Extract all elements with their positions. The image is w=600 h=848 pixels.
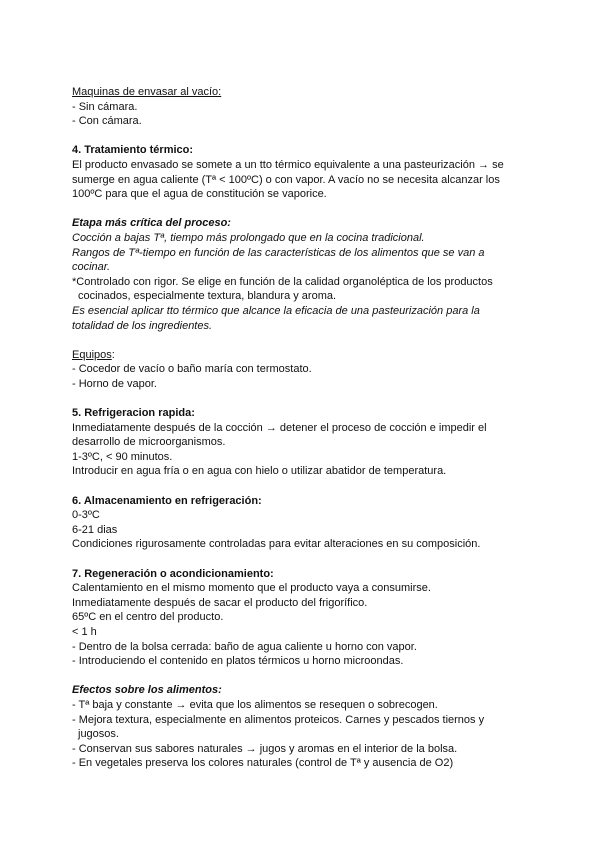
paragraph-line: 65ºC en el centro del producto. bbox=[72, 611, 224, 624]
paragraph-line: Calentamiento en el mismo momento que el producto vaya a consumirse. bbox=[72, 582, 431, 595]
section-efectos bbox=[72, 683, 532, 771]
paragraph-line: Cocción a bajas Tª, tiempo más prolongado que en la cocina tradicional. bbox=[72, 231, 425, 244]
paragraph-line: cocinados, especialmente textura, blandura y aroma. bbox=[78, 290, 337, 303]
etapa-heading: Etapa más crítica del proceso: bbox=[72, 217, 231, 230]
list-item: - Tª baja y constante → evita que los alimentos se resequen o sobrecogen. bbox=[72, 698, 438, 711]
equipos-heading-line bbox=[72, 348, 532, 363]
paragraph-line: Introducir en agua fría o en agua con hielo o utilizar abatidor de temperatura. bbox=[72, 465, 447, 478]
paragraph-line: Inmediatamente después de la cocción → detener el proceso de cocción e impedir el bbox=[72, 421, 487, 434]
section-tratamiento bbox=[72, 143, 532, 201]
list-item: - Cocedor de vacío o baño maría con termostato. bbox=[72, 363, 312, 376]
efectos-heading: Efectos sobre los alimentos: bbox=[72, 684, 222, 697]
paragraph-line: El producto envasado se somete a un tto térmico equivalente a una pasteurización → se bbox=[72, 158, 504, 171]
paragraph-line: 6-21 dias bbox=[72, 523, 118, 536]
paragraph-line: Es esencial aplicar tto térmico que alcance la eficacia de una pasteurización para la bbox=[72, 304, 480, 317]
equipos-heading: Equipos bbox=[72, 348, 112, 361]
paragraph-line: cocinar. bbox=[72, 261, 111, 274]
refrigeracion-heading: 5. Refrigeracion rapida: bbox=[72, 407, 195, 420]
paragraph-line: 100ºC para que el agua de constitución se vaporice. bbox=[72, 188, 327, 201]
regeneracion-heading: 7. Regeneración o acondicionamiento: bbox=[72, 567, 274, 580]
list-item: - Sin cámara. bbox=[72, 100, 138, 113]
maquinas-heading: Maquinas de envasar al vacío: bbox=[72, 86, 222, 98]
section-etapa bbox=[72, 216, 532, 333]
paragraph-line: *Controlado con rigor. Se elige en función de la calidad organoléptica de los productos bbox=[72, 275, 493, 288]
section-refrigeracion bbox=[72, 406, 532, 479]
section-maquinas bbox=[72, 85, 532, 129]
equipos-colon: : bbox=[111, 348, 115, 361]
section-regeneracion bbox=[72, 567, 532, 669]
section-equipos bbox=[72, 348, 532, 392]
paragraph-line: < 1 h bbox=[72, 625, 97, 638]
list-item: - Horno de vapor. bbox=[72, 377, 157, 390]
section-almacenamiento bbox=[72, 494, 532, 552]
list-item: - Conservan sus sabores naturales → jugos y aromas en el interior de la bolsa. bbox=[72, 742, 458, 755]
list-item: - Mejora textura, especialmente en alimentos proteicos. Carnes y pescados tiernos y bbox=[72, 713, 485, 726]
paragraph-line: Condiciones rigurosamente controladas para evitar alteraciones en su composición. bbox=[72, 538, 481, 551]
document-body bbox=[72, 85, 532, 771]
paragraph-line: sumerge en agua caliente (Tª < 100ºC) o con vapor. A vacío no se necesita alcanzar los bbox=[72, 173, 500, 186]
list-item: - Dentro de la bolsa cerrada: baño de agua caliente u horno con vapor. bbox=[72, 640, 417, 653]
paragraph-line: 1-3ºC, < 90 minutos. bbox=[72, 450, 173, 463]
almacenamiento-heading: 6. Almacenamiento en refrigeración: bbox=[72, 494, 262, 507]
paragraph-line: Rangos de Tª-tiempo en función de las características de los alimentos que se van a bbox=[72, 246, 485, 259]
list-item: - En vegetales preserva los colores naturales (control de Tª y ausencia de O2) bbox=[72, 757, 454, 770]
paragraph-line: desarrollo de microorganismos. bbox=[72, 436, 226, 449]
paragraph-line: 0-3ºC bbox=[72, 509, 100, 522]
list-item-continuation: jugosos. bbox=[78, 728, 119, 741]
paragraph-line: totalidad de los ingredientes. bbox=[72, 319, 213, 332]
tratamiento-heading: 4. Tratamiento térmico: bbox=[72, 144, 194, 157]
paragraph-line: Inmediatamente después de sacar el producto del frigorífico. bbox=[72, 596, 368, 609]
list-item: - Introduciendo el contenido en platos térmicos u horno microondas. bbox=[72, 655, 404, 668]
list-item: - Con cámara. bbox=[72, 115, 142, 128]
